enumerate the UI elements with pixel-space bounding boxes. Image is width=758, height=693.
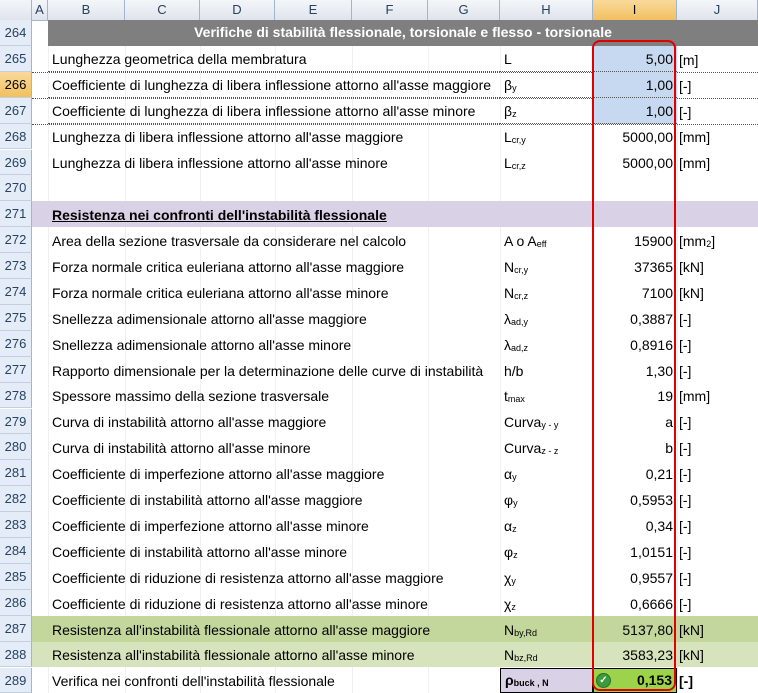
unit-cell[interactable] [677,434,758,460]
value-text: 5,00 [645,50,673,67]
value-cell[interactable] [593,305,677,331]
sheet-row-280 [32,434,758,460]
value-text: 0,9557 [630,569,673,586]
sheet-row-288 [32,642,758,668]
symbol-text: N [504,284,515,301]
row-header-265[interactable]: 265 [0,46,32,72]
value-cell[interactable] [593,227,677,253]
row-header-267[interactable]: 267 [0,98,32,124]
symbol-cell[interactable] [500,564,593,590]
description-cell[interactable]: Coefficiente di lunghezza di libera inflessione attorno all'asse maggiore [48,72,500,98]
description-cell[interactable]: Spessore massimo della sezione trasversale [52,388,330,405]
symbol-subscript: bz,Rd [514,653,538,664]
value-cell[interactable] [593,98,677,124]
sheet-row-281 [32,460,758,486]
unit-text: [-] [679,569,692,586]
description-cell[interactable]: Coefficiente di instabilità attorno all'asse maggiore [52,492,363,509]
description-cell[interactable]: Coefficiente di riduzione di resistenza attorno all'asse maggiore [52,569,444,586]
symbol-cell[interactable] [500,124,593,150]
symbol-text: β [504,102,513,119]
value-text: 5000,00 [622,155,673,172]
unit-cell[interactable] [677,642,758,668]
column-header-I[interactable]: I [593,0,677,20]
unit-cell[interactable] [677,305,758,331]
column-header-C[interactable]: C [125,0,200,20]
symbol-subscript: y [511,575,516,586]
value-cell[interactable] [593,253,677,279]
unit-text: [-] [679,440,692,457]
unit-end: ] [711,233,716,250]
unit-cell[interactable] [677,227,758,253]
description-cell[interactable]: Forza normale critica euleriana attorno all'asse maggiore [52,258,405,275]
symbol-subscript: z - z [541,446,559,457]
symbol-text: χ [504,569,512,586]
description-cell[interactable]: Coefficiente di imperfezione attorno all'asse minore [52,517,369,534]
symbol-cell[interactable] [500,668,593,693]
symbol-cell[interactable] [500,538,593,564]
symbol-subscript: by,Rd [514,627,537,638]
description-cell[interactable]: Verifica nei confronti dell'instabilità flessionale [52,673,335,690]
value-text: 0,5953 [630,492,673,509]
row-header-264[interactable]: 264 [0,20,32,46]
symbol-text: L [504,155,512,172]
description-cell[interactable]: Lunghezza di libera inflessione attorno all'asse minore [52,155,388,172]
symbol-text: N [504,621,515,638]
unit-cell[interactable] [677,98,758,124]
column-header-E[interactable]: E [275,0,352,20]
value-text: 0,34 [645,517,673,534]
symbol-subscript: y [512,472,517,483]
sheet-row-267 [32,98,758,125]
value-text: 3583,23 [622,647,673,664]
unit-cell[interactable] [677,564,758,590]
symbol-cell[interactable] [500,383,593,409]
row-header-276[interactable]: 276 [0,331,32,357]
unit-cell[interactable] [677,538,758,564]
unit-cell[interactable] [677,486,758,512]
symbol-text: h/b [504,362,524,379]
unit-cell[interactable] [677,124,758,150]
sheet-row-286 [32,590,758,616]
unit-text: [-] [679,310,692,327]
column-header-bar [0,0,758,21]
value-cell[interactable] [593,460,677,486]
unit-cell[interactable] [677,279,758,305]
row-header-284[interactable]: 284 [0,538,32,564]
unit-text: [-] [679,77,692,94]
row-header-277[interactable]: 277 [0,357,32,383]
symbol-text: t [504,388,508,405]
value-text: 7100 [641,284,673,301]
symbol-cell[interactable] [500,409,593,435]
symbol-subscript: cr,y [511,135,526,146]
value-cell[interactable] [593,357,677,383]
section-title-cell[interactable]: Verifiche di stabilità flessionale, torsionale e flesso - torsionale [48,20,758,46]
sheet-row-272 [32,227,758,253]
unit-superscript: 2 [706,239,712,250]
sheet-row-289 [32,668,758,693]
unit-cell[interactable] [677,253,758,279]
value-cell[interactable] [593,72,677,98]
symbol-cell[interactable] [500,486,593,512]
symbol-text: χ [504,595,512,612]
sheet-row-276 [32,331,758,357]
value-cell[interactable] [593,642,677,668]
row-header-271[interactable]: 271 [0,201,32,227]
unit-text: [kN] [679,284,704,301]
symbol-cell[interactable] [500,253,593,279]
value-text: 1,30 [645,362,673,379]
symbol-subscript: z [513,549,518,560]
value-text: 5000,00 [622,129,673,146]
description-cell[interactable]: Resistenza all'instabilità flessionale attorno all'asse maggiore [48,616,500,642]
section-header-cell[interactable] [48,201,674,227]
symbol-cell[interactable] [500,434,593,460]
description-cell[interactable]: Coefficiente di riduzione di resistenza attorno all'asse minore [52,595,428,612]
row-header-279[interactable]: 279 [0,409,32,435]
symbol-text: A o A [504,233,537,250]
symbol-subscript: y [513,498,518,509]
description-cell[interactable]: Curva di instabilità attorno all'asse maggiore [52,414,327,431]
sheet-row-287 [32,616,758,642]
symbol-cell[interactable] [500,227,593,253]
row-header-275[interactable]: 275 [0,305,32,331]
symbol-subscript: ad,y [511,316,529,327]
symbol-text: N [504,258,515,275]
row-header-283[interactable]: 283 [0,512,32,538]
value-cell[interactable] [593,434,677,460]
symbol-subscript: eff [536,239,547,250]
symbol-cell[interactable] [500,590,593,616]
description-cell[interactable]: Coefficiente di instabilità attorno all'asse minore [52,543,348,560]
unit-cell[interactable] [677,460,758,486]
unit-text: [-] [679,466,692,483]
unit-text: [mm] [679,155,711,172]
symbol-cell[interactable] [500,357,593,383]
row-header-270[interactable]: 270 [0,175,32,201]
unit-cell[interactable] [677,72,758,98]
unit-text: [-] [679,103,692,120]
description-cell[interactable]: Curva di instabilità attorno all'asse minore [52,440,311,457]
value-text: 19 [657,388,673,405]
symbol-cell[interactable] [500,150,593,176]
symbol-cell[interactable] [500,46,593,72]
sheet-row-268 [32,124,758,150]
value-text: 15900 [634,233,673,250]
symbol-subscript: y - y [541,420,559,431]
check-circle-icon: ✓ [596,673,611,688]
symbol-text: α [504,517,513,534]
unit-cell[interactable] [677,409,758,435]
value-text: a [665,414,673,431]
sheet-row-274 [32,279,758,305]
value-text: 1,00 [645,102,673,119]
column-header-F[interactable]: F [352,0,428,20]
value-cell[interactable] [593,590,677,616]
unit-text: [-] [679,595,692,612]
value-text: 0,8916 [630,336,673,353]
row-header-289[interactable]: 289 [0,668,32,693]
unit-cell[interactable] [677,46,758,72]
symbol-subscript: cr,y [514,264,529,275]
symbol-subscript: z [512,108,517,119]
symbol-cell[interactable] [500,512,593,538]
description-cell[interactable]: Area della sezione trasversale da considerare nel calcolo [52,233,407,250]
unit-text: [mm] [679,129,711,146]
symbol-text: α [504,466,513,483]
symbol-text: L [504,129,512,146]
row-header-287[interactable]: 287 [0,616,32,642]
select-all-corner[interactable] [0,0,32,20]
unit-cell[interactable] [677,150,758,176]
description-cell[interactable]: Coefficiente di lunghezza di libera inflessione attorno all'asse minore [48,98,500,124]
description-cell[interactable]: Snellezza adimensionale attorno all'asse maggiore [52,310,367,327]
value-cell[interactable] [593,512,677,538]
unit-text: [-] [679,492,692,509]
symbol-text: N [504,647,515,664]
value-cell[interactable] [593,279,677,305]
row-header-273[interactable]: 273 [0,253,32,279]
row-header-282[interactable]: 282 [0,486,32,512]
value-cell[interactable] [593,409,677,435]
symbol-subscript: ad,z [511,342,529,353]
symbol-cell[interactable] [500,305,593,331]
sheet-row-269 [32,150,758,176]
row-header-281[interactable]: 281 [0,460,32,486]
unit-cell[interactable] [677,331,758,357]
sheet-row-270 [32,175,758,201]
unit-text: [m] [679,51,699,68]
section-header-label: Resistenza nei confronti dell'instabilità flessionale [52,207,387,224]
symbol-subscript: max [507,394,525,405]
value-text: 1,00 [645,76,673,93]
description-cell[interactable]: Forza normale critica euleriana attorno all'asse minore [52,284,389,301]
sheet-row-265 [32,46,758,73]
column-header-A[interactable]: A [32,0,48,20]
unit-text: [-] [679,543,692,560]
description-cell[interactable]: Lunghezza geometrica della membratura [48,46,500,72]
sheet-row-279 [32,409,758,435]
column-header-H[interactable]: H [500,0,593,20]
sheet-row-266 [32,72,758,99]
row-header-278[interactable]: 278 [0,383,32,409]
symbol-cell[interactable] [500,460,593,486]
symbol-subscript: z [511,601,516,612]
description-cell[interactable]: Lunghezza di libera inflessione attorno all'asse maggiore [52,129,404,146]
value-cell[interactable] [593,538,677,564]
row-header-280[interactable]: 280 [0,434,32,460]
row-header-274[interactable]: 274 [0,279,32,305]
value-text: 37365 [634,258,673,275]
row-header-286[interactable]: 286 [0,590,32,616]
unit-cell[interactable] [677,383,758,409]
value-text: 0,21 [645,466,673,483]
sheet-row-285 [32,564,758,590]
sheet-row-275 [32,305,758,331]
unit-cell[interactable] [677,668,758,693]
column-header-D[interactable]: D [200,0,275,20]
unit-text: [mm] [679,388,711,405]
description-cell[interactable]: Resistenza all'instabilità flessionale attorno all'asse minore [48,642,500,668]
symbol-cell[interactable] [500,642,593,668]
unit-text: [-] [679,362,692,379]
column-header-B[interactable]: B [48,0,125,20]
row-header-288[interactable]: 288 [0,642,32,668]
row-header-285[interactable]: 285 [0,564,32,590]
sheet-row-282 [32,486,758,512]
symbol-text: ρ [505,672,514,689]
row-header-268[interactable]: 268 [0,124,32,150]
unit-text: [-] [679,673,693,690]
sheet-row-273 [32,253,758,279]
sheet-row-264 [32,20,758,46]
symbol-cell[interactable] [500,616,593,642]
sheet-row-284 [32,538,758,564]
sheet-row-271 [32,201,758,227]
value-cell[interactable] [593,124,677,150]
symbol-text: Curva [504,414,542,431]
symbol-text: λ [504,336,511,353]
symbol-cell[interactable] [500,279,593,305]
value-text: 0,3887 [630,310,673,327]
unit-cell[interactable] [677,512,758,538]
sheet-row-283 [32,512,758,538]
value-cell[interactable] [593,616,677,642]
column-header-J[interactable]: J [677,0,758,20]
unit-text: [kN] [679,647,704,664]
symbol-text: λ [504,310,511,327]
symbol-subscript: z [512,523,517,534]
symbol-text: L [504,50,512,67]
symbol-cell[interactable] [500,72,593,98]
value-cell[interactable] [593,150,677,176]
column-header-G[interactable]: G [428,0,500,20]
value-cell[interactable] [593,331,677,357]
sheet-row-278 [32,383,758,409]
symbol-subscript: cr,z [511,161,526,172]
unit-text: [kN] [679,258,704,275]
description-cell[interactable]: Rapporto dimensionale per la determinazione delle curve di instabilità [52,362,484,379]
value-cell[interactable] [593,668,677,693]
value-text: 0,153 [636,672,672,689]
value-cell[interactable] [593,46,677,72]
symbol-text: Curva [504,440,542,457]
symbol-subscript: buck , N [513,678,549,689]
value-cell[interactable] [593,486,677,512]
value-text: 0,6666 [630,595,673,612]
value-cell[interactable] [593,383,677,409]
unit-text: [-] [679,336,692,353]
unit-text: [kN] [679,621,704,638]
unit-cell[interactable] [677,616,758,642]
row-header-269[interactable]: 269 [0,150,32,176]
row-header-272[interactable]: 272 [0,227,32,253]
symbol-cell[interactable] [500,331,593,357]
symbol-cell[interactable] [500,98,593,124]
unit-text: [-] [679,414,692,431]
value-text: 1,0151 [630,543,673,560]
value-text: 5137,80 [622,621,673,638]
symbol-text: φ [504,492,514,509]
sheet-row-277 [32,357,758,383]
unit-cell[interactable] [677,590,758,616]
description-cell[interactable]: Coefficiente di imperfezione attorno all'asse maggiore [52,466,385,483]
symbol-subscript: y [512,82,517,93]
unit-text: [-] [679,517,692,534]
value-text: b [665,440,673,457]
row-header-266[interactable]: 266 [0,72,32,98]
unit-cell[interactable] [677,357,758,383]
value-cell[interactable] [593,564,677,590]
unit-text: [mm [679,233,707,250]
description-cell[interactable]: Snellezza adimensionale attorno all'asse minore [52,336,352,353]
symbol-text: φ [504,543,514,560]
symbol-text: β [504,76,513,93]
symbol-subscript: cr,z [514,290,529,301]
